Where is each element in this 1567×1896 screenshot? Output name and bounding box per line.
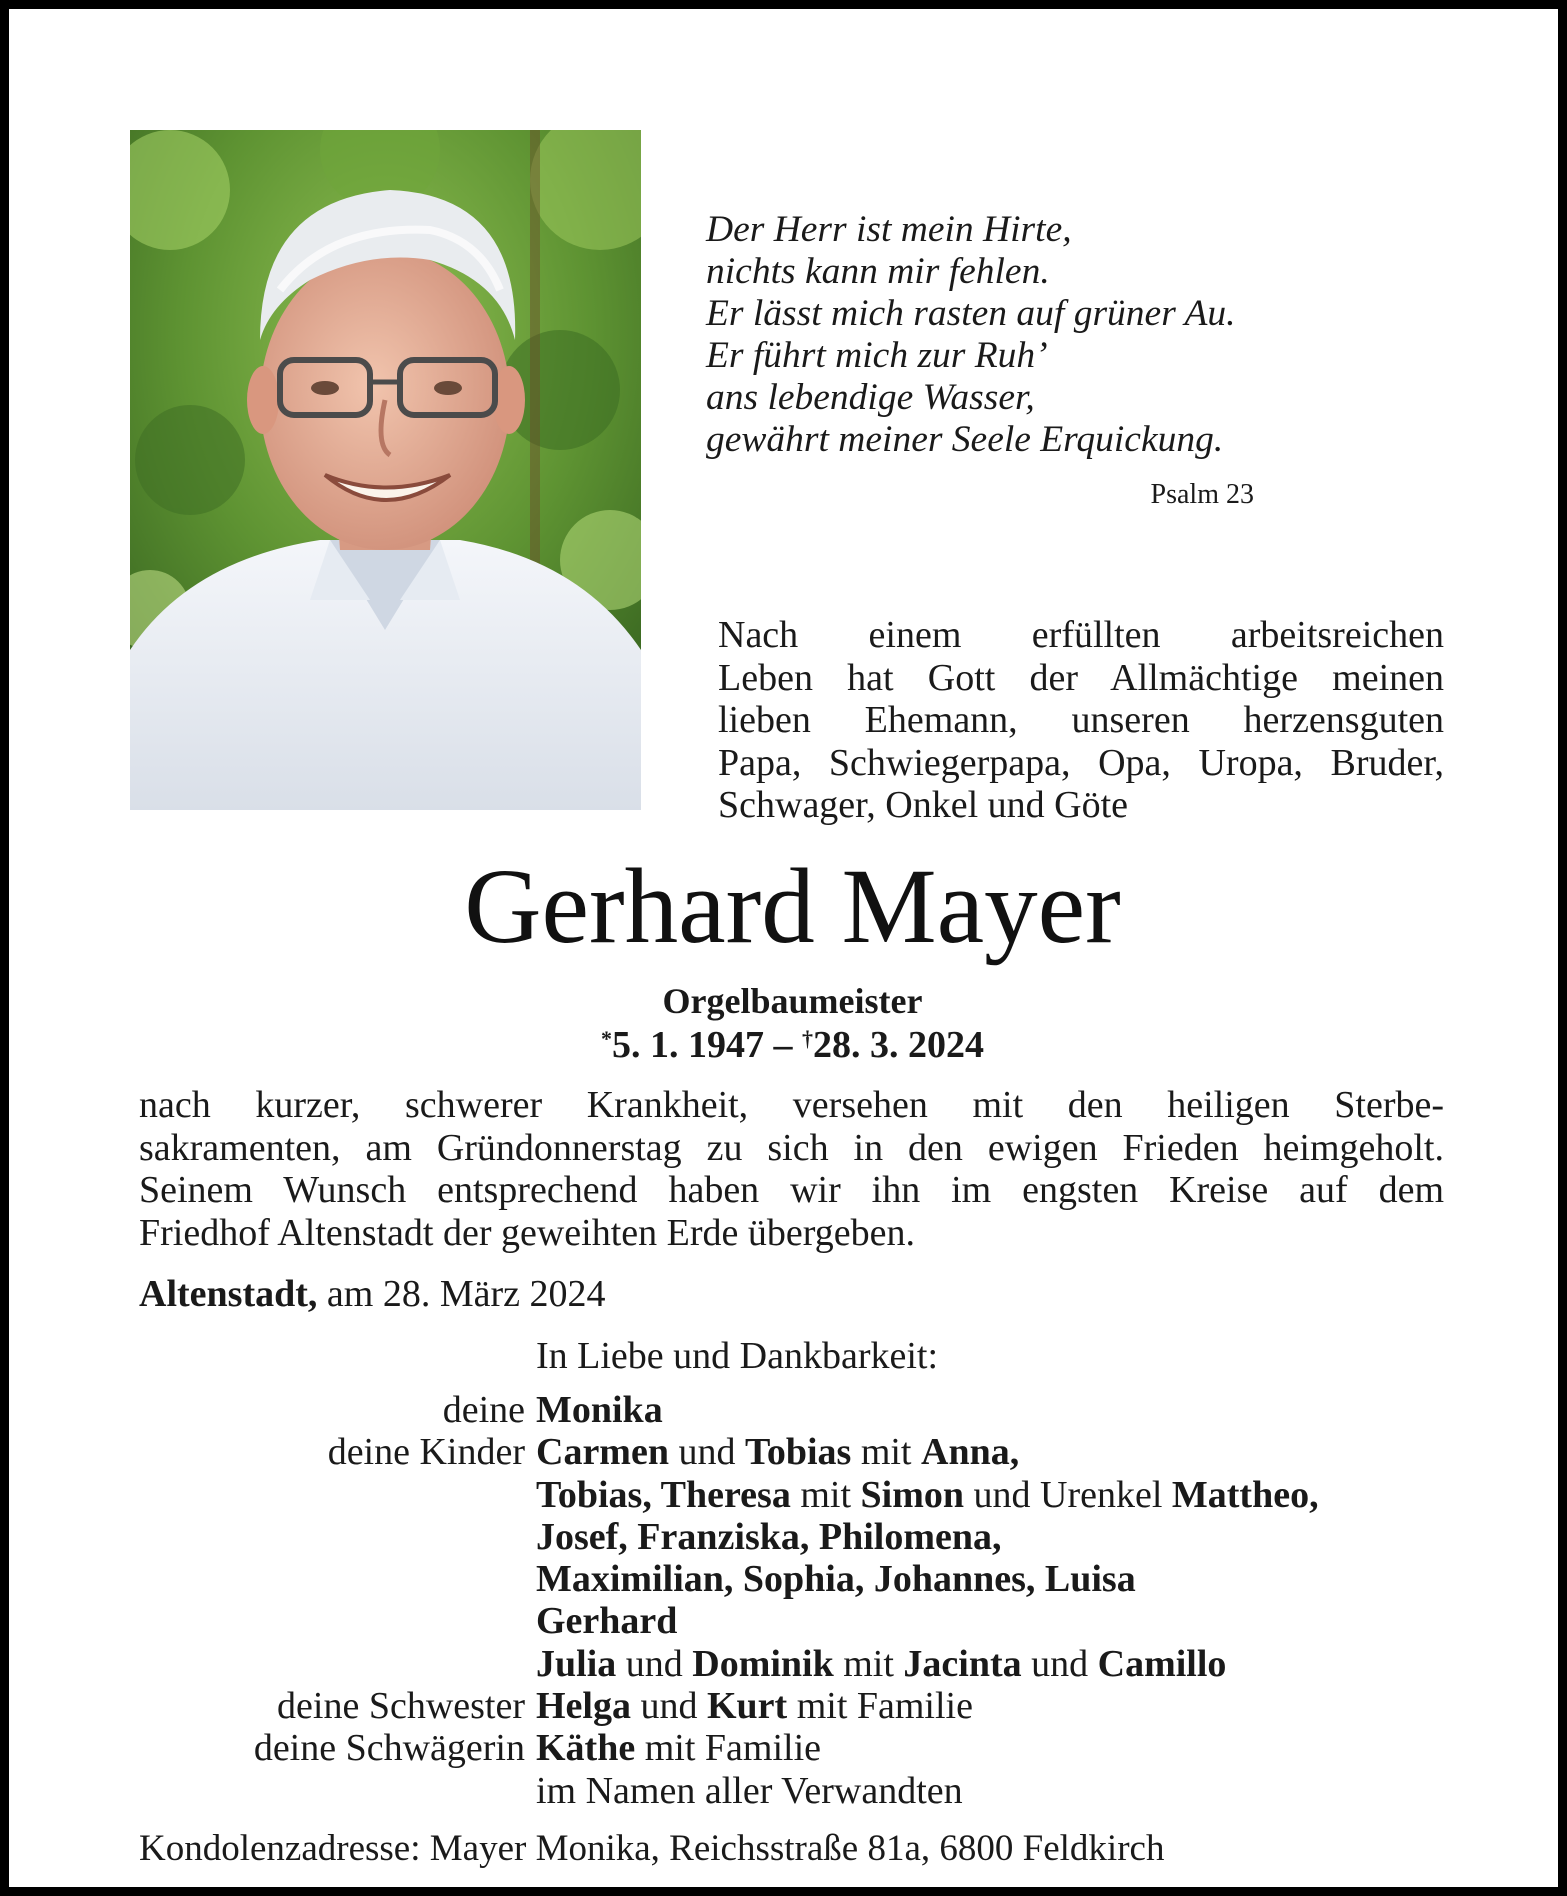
mourner-names	[536, 1643, 1226, 1685]
mourner-names	[536, 1474, 1319, 1516]
body-line: nach kurzer, schwerer Krankheit, versehen mit den heiligen Sterbe-	[139, 1084, 1444, 1126]
mourner-connector: und	[668, 1431, 745, 1474]
place-date	[139, 1272, 606, 1316]
mourner-name: Carmen	[536, 1431, 669, 1474]
intro-line: Leben hat Gott der Allmächtige meinen	[718, 656, 1444, 699]
mourner-name: Jacinta	[903, 1642, 1022, 1685]
mourner-names	[536, 1685, 973, 1727]
intro-line: Papa, Schwiegerpapa, Opa, Uropa, Bruder,	[718, 741, 1444, 784]
mourner-name: Tobias	[744, 1431, 852, 1474]
psalm-line: gewährt meiner Seele Erquickung.	[706, 419, 1224, 460]
mourner-names	[536, 1727, 821, 1769]
mourner-relation	[129, 1558, 536, 1600]
psalm-quote	[706, 209, 1236, 461]
psalm-line: Er führt mich zur Ruh’	[706, 335, 1048, 376]
mourner-names	[536, 1516, 1001, 1558]
mourner-name: Tobias, Theresa	[536, 1473, 791, 1516]
mourner-name: Mattheo,	[1171, 1473, 1319, 1516]
place: Altenstadt,	[139, 1273, 318, 1315]
portrait-illustration	[130, 130, 641, 810]
mourner-name: Gerhard	[536, 1600, 678, 1643]
mourner-relation: deine Kinder	[327, 1431, 525, 1474]
mourner-row	[129, 1474, 1459, 1516]
mourner-relation: deine Schwester	[277, 1685, 525, 1728]
body-paragraph	[139, 1084, 1444, 1254]
mourner-row	[129, 1770, 1459, 1812]
mourner-name: Käthe	[536, 1727, 636, 1770]
mourner-relation	[129, 1600, 536, 1642]
psalm-source: Psalm 23	[1150, 479, 1254, 510]
intro-paragraph	[718, 614, 1444, 827]
birth-date: 5. 1. 1947	[612, 1024, 764, 1066]
mourner-names	[536, 1558, 1136, 1600]
mourner-name: Monika	[536, 1389, 663, 1431]
mourner-connector: und	[1021, 1642, 1098, 1685]
mourner-name: Camillo	[1097, 1642, 1227, 1685]
mourner-connector: mit Familie	[635, 1727, 821, 1770]
mourner-relation	[129, 1516, 536, 1558]
mourner-connector: und Urenkel	[964, 1473, 1172, 1516]
body-line: Seinem Wunsch entsprechend haben wir ihn im engsten Kreise auf dem	[139, 1169, 1444, 1211]
mourner-name: Helga	[536, 1685, 631, 1728]
condolence-address: Kondolenzadresse: Mayer Monika, Reichsstraße 81a, 6800 Feldkirch	[139, 1828, 1165, 1869]
psalm-line: Der Herr ist mein Hirte,	[706, 209, 1072, 250]
mourner-name: Maximilian, Sophia, Johannes, Luisa	[536, 1558, 1136, 1601]
psalm-line: nichts kann mir fehlen.	[706, 251, 1050, 292]
mourner-names	[536, 1431, 1019, 1473]
mourner-connector: und	[630, 1685, 707, 1728]
intro-line: lieben Ehemann, unseren herzensguten	[718, 699, 1444, 741]
death-date: 28. 3. 2024	[813, 1024, 984, 1066]
mourner-connector: im Namen aller Verwandten	[536, 1769, 963, 1812]
mourner-connector: mit Familie	[787, 1685, 973, 1728]
dank-line: In Liebe und Dankbarkeit:	[536, 1335, 939, 1377]
mourner-row	[129, 1643, 1459, 1685]
mourner-connector: mit	[833, 1642, 904, 1685]
mourner-connector: mit	[790, 1473, 861, 1516]
mourner-row	[129, 1685, 1459, 1727]
mourner-name: Julia	[536, 1642, 617, 1685]
body-line: sakramenten, am Gründonnerstag zu sich in den ewigen Frieden heimgeholt.	[139, 1126, 1444, 1169]
portrait-photo	[130, 130, 641, 810]
mourner-row	[129, 1431, 1459, 1473]
mourner-row	[129, 1600, 1459, 1642]
mourner-connector: und	[616, 1642, 693, 1685]
intro-line: Schwager, Onkel und Göte	[718, 784, 1129, 826]
life-dates	[9, 1022, 1567, 1068]
psalm-line: Er lässt mich rasten auf grüner Au.	[706, 293, 1236, 334]
mourner-relation	[129, 1770, 536, 1812]
mourner-relation	[129, 1643, 536, 1685]
mourner-row	[129, 1727, 1459, 1769]
mourner-relation	[129, 1474, 536, 1516]
mourner-relation: deine	[442, 1389, 525, 1431]
birth-symbol: *	[601, 1026, 612, 1051]
mourner-row	[129, 1516, 1459, 1558]
death-symbol: †	[802, 1026, 813, 1051]
mourner-name: Anna,	[921, 1431, 1020, 1474]
deceased-profession: Orgelbaumeister	[662, 981, 923, 1021]
mourners-list	[129, 1389, 1459, 1812]
mourner-connector: mit	[851, 1431, 921, 1474]
body-line: Friedhof Altenstadt der geweihten Erde übergeben.	[139, 1211, 915, 1254]
mourner-name: Dominik	[692, 1642, 834, 1685]
mourner-row	[129, 1558, 1459, 1600]
mourner-name: Kurt	[706, 1685, 788, 1728]
mourner-names	[536, 1770, 963, 1812]
mourner-name: Josef, Franziska, Philomena,	[536, 1515, 1002, 1558]
deceased-name: Gerhard Mayer	[464, 848, 1121, 966]
intro-line: Nach einem erfüllten arbeitsreichen	[718, 614, 1444, 656]
date: am 28. März 2024	[317, 1273, 606, 1315]
mourner-row	[129, 1389, 1459, 1431]
mourner-names	[536, 1389, 663, 1431]
mourner-names	[536, 1600, 677, 1642]
date-separator: –	[764, 1024, 802, 1066]
psalm-line: ans lebendige Wasser,	[706, 377, 1035, 418]
mourner-relation: deine Schwägerin	[253, 1727, 525, 1770]
mourner-name: Simon	[860, 1473, 965, 1516]
